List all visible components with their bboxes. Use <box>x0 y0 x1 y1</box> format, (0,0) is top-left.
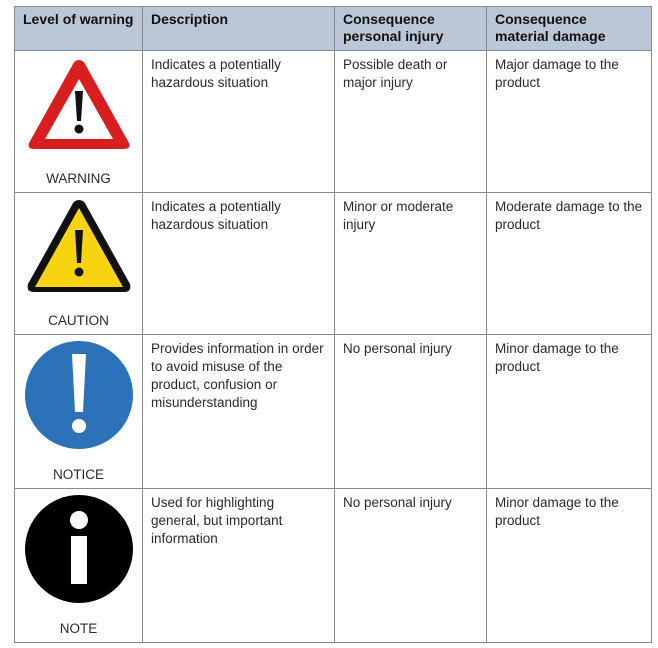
level-label: CAUTION <box>48 313 109 328</box>
level-label: NOTE <box>59 621 98 636</box>
personal-injury-cell: Possible death or major injury <box>335 51 487 193</box>
header-material-damage: Consequence material damage <box>487 7 652 51</box>
header-row <box>15 7 652 51</box>
description-cell: Indicates a potentially hazardous situation <box>143 51 335 193</box>
info-circle-icon <box>24 494 134 604</box>
caution-triangle-icon <box>24 197 134 297</box>
personal-injury-cell: No personal injury <box>335 489 487 643</box>
notice-exclamation-circle-icon <box>24 340 134 450</box>
table-row <box>15 489 652 643</box>
table-row <box>15 193 652 335</box>
level-cell <box>15 51 143 193</box>
table-row <box>15 335 652 489</box>
header-description: Description <box>143 7 335 51</box>
description-cell: Used for highlighting general, but important information <box>143 489 335 643</box>
warning-triangle-icon <box>24 55 134 155</box>
table-row <box>15 51 652 193</box>
level-cell <box>15 335 143 489</box>
header-personal-injury: Consequence personal injury <box>335 7 487 51</box>
material-damage-cell: Minor damage to the product <box>487 335 652 489</box>
personal-injury-cell: Minor or moderate injury <box>335 193 487 335</box>
level-cell <box>15 193 143 335</box>
material-damage-cell: Major damage to the product <box>487 51 652 193</box>
level-cell <box>15 489 143 643</box>
level-label: NOTICE <box>52 467 104 482</box>
material-damage-cell: Minor damage to the product <box>487 489 652 643</box>
description-cell: Provides information in order to avoid misuse of the product, confusion or misunderstanding <box>143 335 335 489</box>
personal-injury-cell: No personal injury <box>335 335 487 489</box>
description-cell: Indicates a potentially hazardous situation <box>143 193 335 335</box>
level-label: WARNING <box>46 171 111 186</box>
header-level: Level of warning <box>15 7 143 51</box>
material-damage-cell: Moderate damage to the product <box>487 193 652 335</box>
warning-levels-table <box>14 6 652 643</box>
